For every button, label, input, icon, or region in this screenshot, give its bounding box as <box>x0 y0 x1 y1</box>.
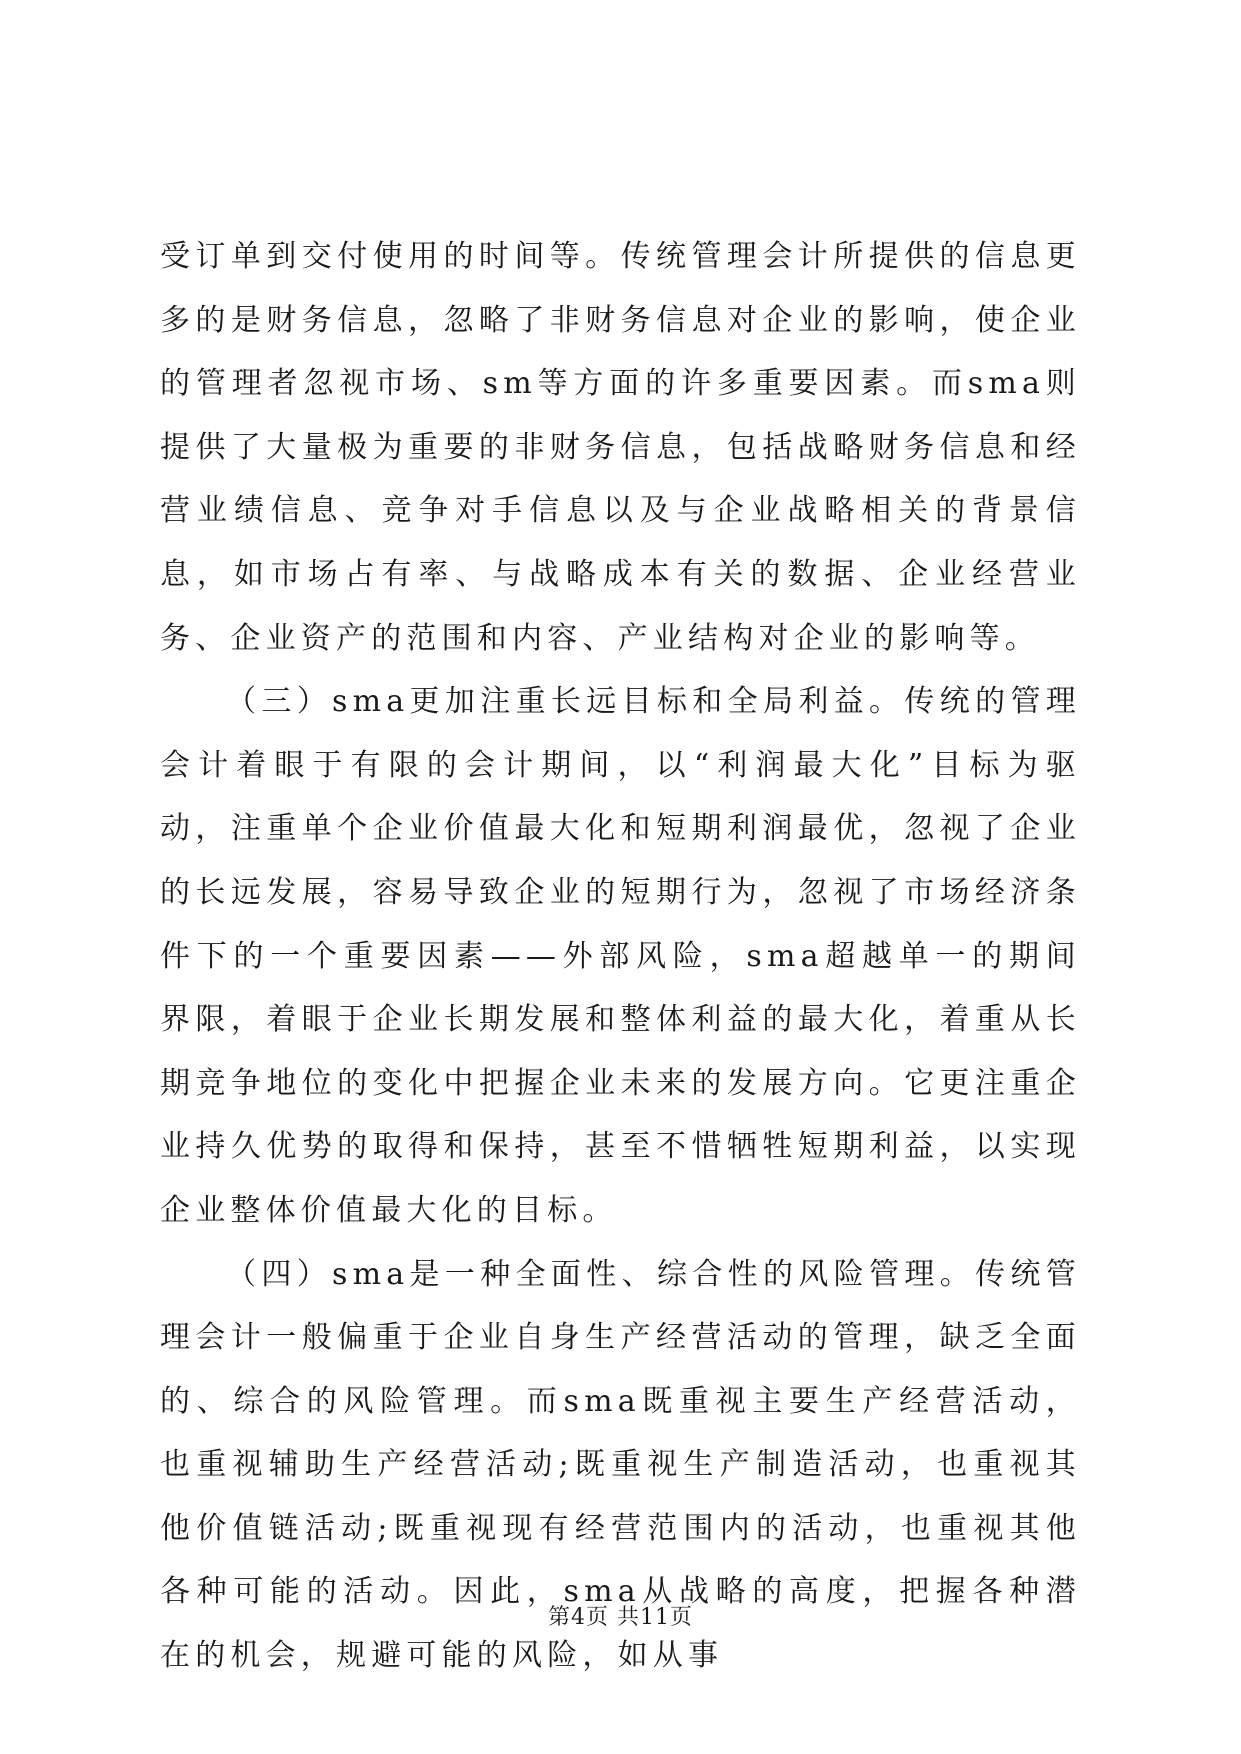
page-number-footer: 第4页 共11页 <box>548 1605 693 1630</box>
paragraph-continuation: 受订单到交付使用的时间等。传统管理会计所提供的信息更多的是财务信息，忽略了非财务信息对企业的影响，使企业的管理者忽视市场、sm等方面的许多重要因素。而sma则提供了大量极为重要的非财务信息，包括战略财务信息和经营业绩信息、竞争对手信息以及与企业战略相关的背景信息，如市场占有率、与战略成本有关的数据、企业经营业务、企业资产的范围和内容、产业结构对企业的影响等。 <box>160 239 1081 656</box>
body-text <box>160 225 1081 1688</box>
paragraph-section-four: （四）sma是一种全面性、综合性的风险管理。传统管理会计一般偏重于企业自身生产经营活动的管理，缺乏全面的、综合的风险管理。而sma既重视主要生产经营活动，也重视辅助生产经营活动;既重视生产制造活动，也重视其他价值链活动;既重视现有经营范围内的活动，也重视其他各种可能的活动。因此，sma从战略的高度，把握各种潜在的机会，规避可能的风险，如从事 <box>160 1256 1081 1674</box>
paragraph-section-three: （三）sma更加注重长远目标和全局利益。传统的管理会计着眼于有限的会计期间，以“利润最大化”目标为驱动，注重单个企业价值最大化和短期利润最优，忽视了企业的长远发展，容易导致企业的短期行为，忽视了市场经济条件下的一个重要因素——外部风险，sma超越单一的期间界限，着眼于企业长期发展和整体利益的最大化，着重从长期竞争地位的变化中把握企业未来的发展方向。它更注重企业持久优势的取得和保持，甚至不惜牺牲短期利益，以实现企业整体价值最大化的目标。 <box>160 684 1081 1228</box>
